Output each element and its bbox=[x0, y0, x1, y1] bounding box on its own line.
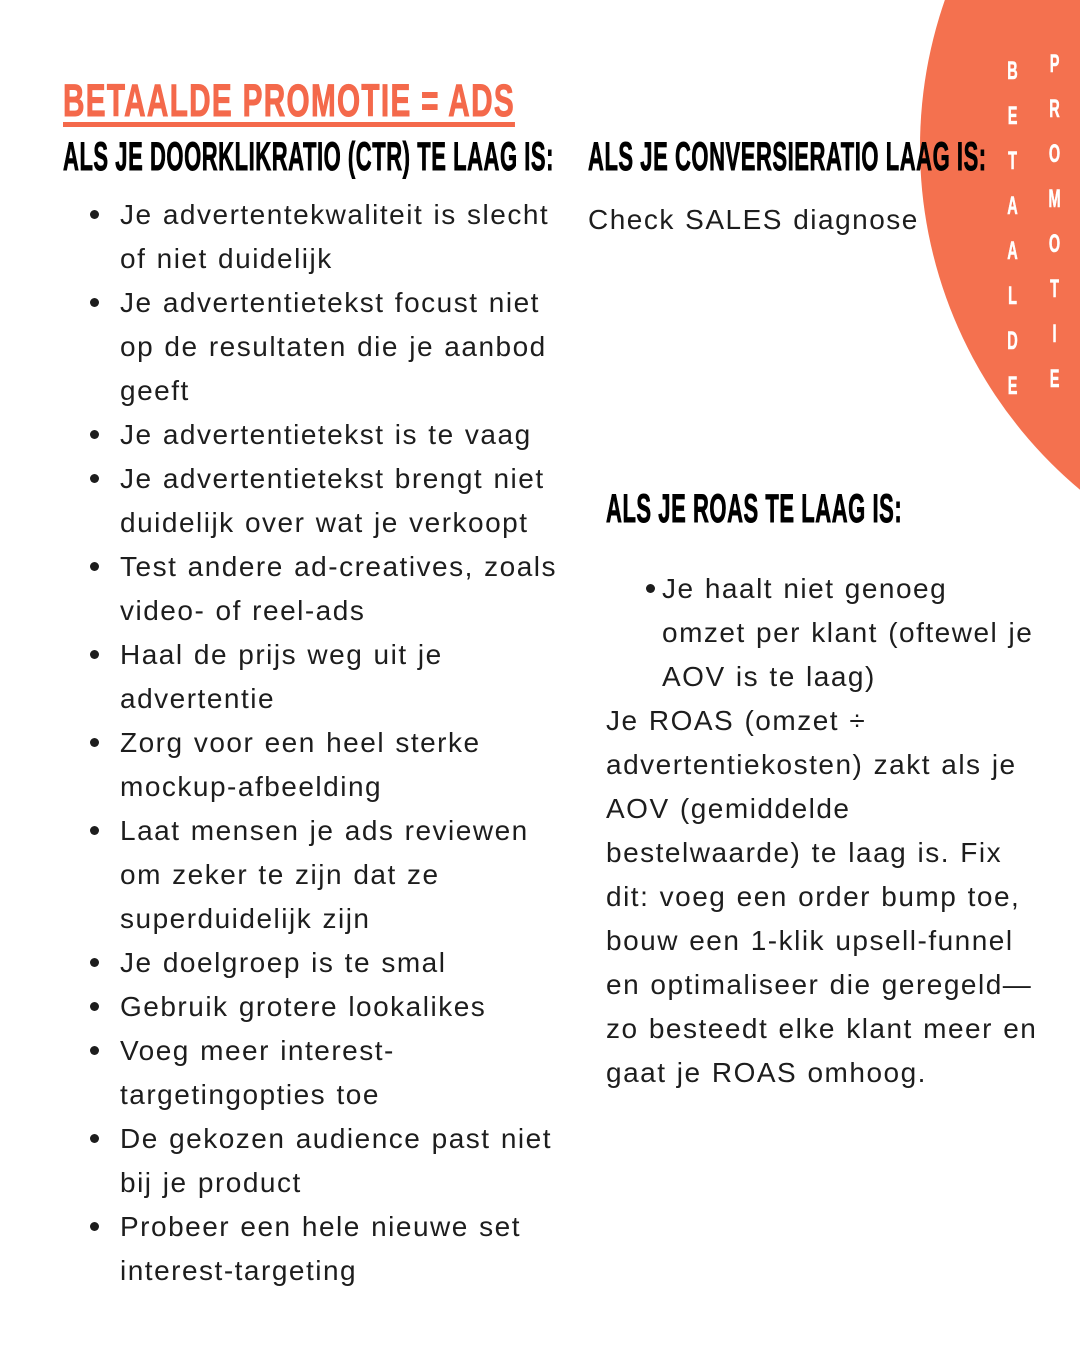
list-item: Je advertentietekst is te vaag bbox=[63, 413, 570, 457]
ctr-bullet-list bbox=[63, 193, 570, 1293]
list-item: Test andere ad-creatives, zoals video- of reel-ads bbox=[63, 545, 570, 633]
roas-section-heading: ALS JE ROAS TE LAAG IS: bbox=[606, 487, 903, 531]
list-item: Probeer een hele nieuwe set interest-targeting bbox=[63, 1205, 570, 1293]
roas-bullet-list bbox=[606, 567, 1037, 699]
roas-section bbox=[606, 489, 1046, 1095]
badge-vertical-word-promotie: PROMOTIE bbox=[1046, 50, 1063, 410]
list-item: De gekozen audience past niet bij je product bbox=[63, 1117, 570, 1205]
roas-paragraph: Je ROAS (omzet ÷ advertentiekosten) zakt als je AOV (gemiddelde bestelwaarde) te laag is. Fix dit: voeg een order bump toe, bouw een 1-klik upsell-funnel en optimaliseer die geregeld—zo besteedt elke klant meer en gaat je ROAS omhoog. bbox=[606, 705, 1038, 1088]
list-item: Je doelgroep is te smal bbox=[63, 941, 570, 985]
ctr-section-heading: ALS JE DOORKLIKRATIO (CTR) TE LAAG IS: bbox=[63, 135, 555, 179]
page-title: BETAALDE PROMOTIE = ADS bbox=[63, 75, 515, 127]
list-item: Je advertentietekst brengt niet duidelijk over wat je verkoopt bbox=[63, 457, 570, 545]
badge-vertical-word-betaalde: BETAALDE bbox=[1004, 57, 1021, 417]
list-item: Je haalt niet genoeg omzet per klant (oftewel je AOV is te laag) bbox=[606, 567, 1037, 699]
list-item: Haal de prijs weg uit je advertentie bbox=[63, 633, 570, 721]
list-item: Zorg voor een heel sterke mockup-afbeelding bbox=[63, 721, 570, 809]
ctr-section bbox=[63, 137, 573, 1293]
conversion-section-heading: ALS JE CONVERSIERATIO LAAG IS: bbox=[588, 135, 987, 179]
conversion-section bbox=[588, 137, 1058, 242]
list-item: Voeg meer interest-targetingopties toe bbox=[63, 1029, 570, 1117]
list-item: Laat mensen je ads reviewen om zeker te zijn dat ze superduidelijk zijn bbox=[63, 809, 570, 941]
list-item: Je advertentekwaliteit is slecht of niet duidelijk bbox=[63, 193, 570, 281]
list-item: Gebruik grotere lookalikes bbox=[63, 985, 570, 1029]
conversion-section-body: Check SALES diagnose bbox=[588, 204, 919, 235]
list-item: Je advertentietekst focust niet op de resultaten die je aanbod geeft bbox=[63, 281, 570, 413]
